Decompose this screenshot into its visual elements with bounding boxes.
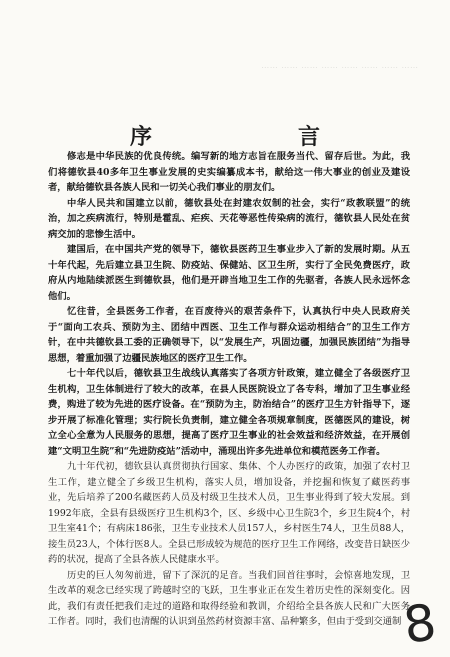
body-text (48, 149, 410, 630)
paragraph: 建国后，在中国共产党的领导下，德钦县医药卫生事业步入了新的发展时期。从五十年代起，先后建立县卫生院、防疫站、保健站、区卫生所，实行了全民免费医疗，政府从内地陆续派医生到德钦县，他们是开辟当地卫生工作的先驱者，各族人民永远怀念他们。 (48, 244, 410, 302)
page-title: 序 言 (129, 125, 382, 150)
paragraph: 忆往昔，全县医务工作者，在百废待兴的艰苦条件下，认真执行中央人民政府关于“面向工农兵、预防为主、团结中西医、卫生工作与群众运动相结合”的卫生工作方针，在中共德钦县工委的正确领导下，以“发展生产，巩固边疆，加强民族团结”为指导思想，着重加强了边疆民族地区的医疗卫生工作。 (48, 306, 410, 364)
paragraph: 中华人民共和国建立以前，德钦县处在封建农奴制的社会，实行“政教联盟”的统治，加之疾病流行，特别是霍乱、疟疾、天花等恶性传染病的流行，德钦县人民处在贫病交加的悲惨生活中。 (48, 197, 410, 240)
handwritten-page-number: 8 (400, 593, 440, 655)
paragraph: 九十年代初，德钦县认真贯彻执行国家、集体、个人办医疗的政策，加强了农村卫生工作，建立健全了乡级卫生机构，落实人员，增加设备，并挖掘和恢复了藏医药事业，先后培养了200名藏医药人员及村级卫生技术人员，卫生事业得到了较大发展。到1992年底，全县有县级医疗卫生机构3个，区、乡级中心卫生院3个，乡卫生院4个，村卫生室41个；有病床186张，卫生专业技术人员157人，乡村医生74人，卫生员88人，接生员23人，个体行医8人。全县已形成较为规范的医疗卫生工作网络，改变昔日缺医少药的状况，提高了全县各族人民健康水平。 (48, 461, 410, 565)
paragraph: 修志是中华民族的优良传统。编写新的地方志旨在服务当代、留存后世。为此，我们将德钦县40多年卫生事业发展的史实编纂成本书，献给这一伟大事业的创业及建设者，献给德钦县各族人民和一切关心我们事业的朋友们。 (48, 151, 410, 193)
paragraph: 历史的巨人匆匆前进，留下了深沉的足音。当我们回首往事时，会惊喜地发现，卫生改革的观念已经实现了跨越时空的飞跃，卫生事业正在发生着历史性的深刻变化。因此，我们有责任把我们走过的道路和取得经验和教训，介绍给全县各族人民和广大医务工作者。同时，我们也清醒的认识到虽然药材资源丰富、品种繁多，但由于受到交通制 (48, 569, 410, 627)
paragraph: 七十年代以后，德钦县卫生战线认真落实了各项方针政策，建立健全了各级医疗卫生机构，卫生体制进行了较大的改革，在县人民医院设立了各专科，增加了卫生事业经费，购进了较为先进的医疗设备。在“预防为主，防治结合”的医疗卫生方针指导下，逐步开展了标准化管理；实行院长负责制，建立健全各项规章制度，医德医风的建设，树立全心全意为人民服务的思想，提高了医疗卫生事业的社会效益和经济效益，在开展创建“文明卫生院”和“先进防疫站”活动中，涌现出许多先进单位和模范医务工作者。 (48, 368, 410, 457)
bleed-through-text: …… …… …… …… …… …… …… …… (260, 61, 418, 70)
